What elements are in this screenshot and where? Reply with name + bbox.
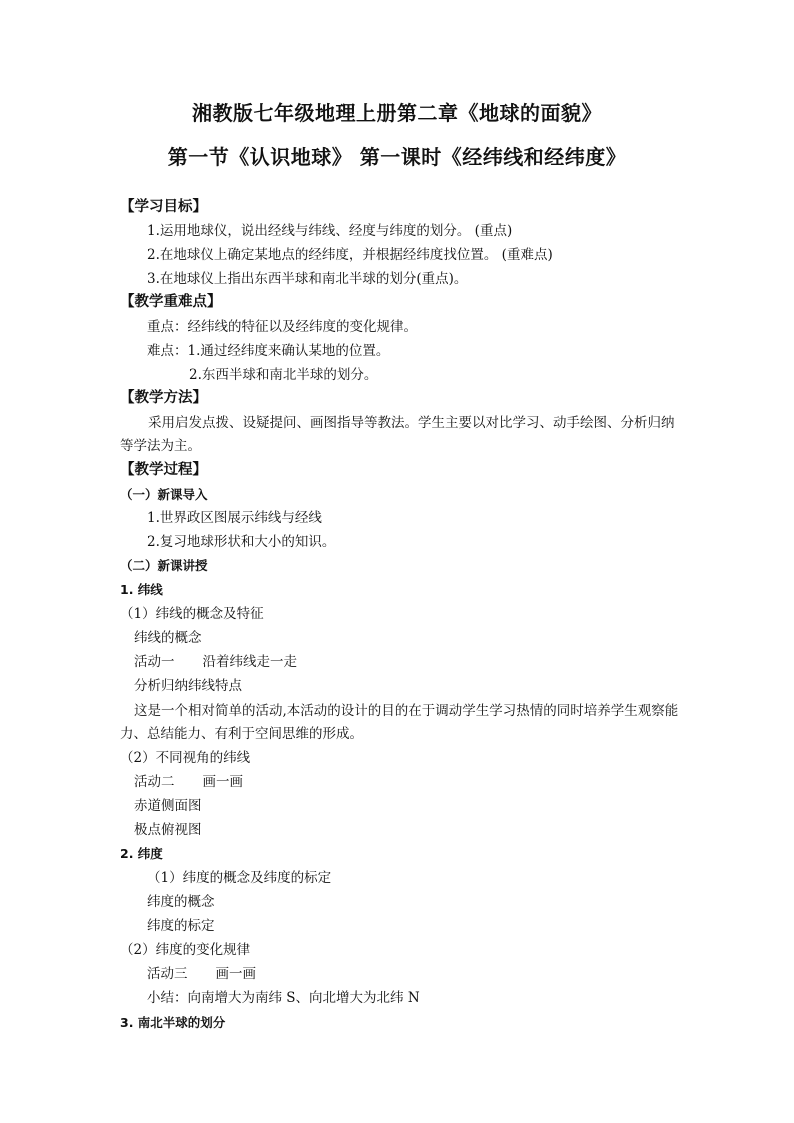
activity3-label: 活动三 xyxy=(147,966,188,982)
section1-side-view: 赤道侧面图 xyxy=(134,798,202,814)
key-points-heading: 【教学重难点】 xyxy=(120,294,222,310)
activity3-text: 画一画 xyxy=(215,966,256,982)
section2-heading: 2. 纬度 xyxy=(120,846,163,861)
activity1-line xyxy=(134,653,297,671)
difficulty-text-1: 难点：1.通过经纬度来确认某地的位置。 xyxy=(147,343,390,359)
section2-sub1: （1）纬度的概念及纬度的标定 xyxy=(147,870,332,886)
document-subtitle: 第一节《认识地球》 第一课时《经纬线和经纬度》 xyxy=(167,145,627,169)
part2-heading: （二）新课讲授 xyxy=(120,558,208,573)
section1-concept: 纬线的概念 xyxy=(134,630,202,646)
activity3-line xyxy=(147,965,256,983)
section1-top-view: 极点俯视图 xyxy=(134,822,202,838)
goal-item-3: 3.在地球仪上指出东西半球和南北半球的划分(重点)。 xyxy=(147,271,468,287)
section1-heading: 1. 纬线 xyxy=(120,582,163,597)
focus-text: 重点：经纬线的特征以及经纬度的变化规律。 xyxy=(147,319,417,335)
methods-text: 采用启发点拨、设疑提问、画图指导等教法。学生主要以对比学习、动手绘图、分析归纳等学法为主。 xyxy=(120,415,675,454)
section2-mark: 纬度的标定 xyxy=(147,918,215,934)
section1-sub1: （1）纬线的概念及特征 xyxy=(120,606,264,622)
section1-paragraph: 这是一个相对简单的活动,本活动的设计的目的在于调动学生学习热情的同时培养学生观察能力、总结能力、有利于空间思维的形成。 xyxy=(120,703,679,742)
methods-heading: 【教学方法】 xyxy=(120,390,207,406)
document-title: 湘教版七年级地理上册第二章《地球的面貌》 xyxy=(192,101,602,125)
activity2-label: 活动二 xyxy=(134,774,175,790)
section1-analyze: 分析归纳纬线特点 xyxy=(134,678,242,694)
difficulty-text-2: 2.东西半球和南北半球的划分。 xyxy=(189,367,378,383)
part1-item-1: 1.世界政区图展示纬线与经线 xyxy=(147,510,322,526)
section2-summary: 小结：向南增大为南纬 S、向北增大为北纬 N xyxy=(147,990,420,1006)
section2-sub2: （2）纬度的变化规律 xyxy=(120,942,251,958)
process-heading: 【教学过程】 xyxy=(120,462,207,478)
activity1-text: 沿着纬线走一走 xyxy=(202,654,297,670)
section2-concept: 纬度的概念 xyxy=(147,894,215,910)
activity2-line xyxy=(134,773,243,791)
goals-heading: 【学习目标】 xyxy=(120,199,207,215)
activity2-text: 画一画 xyxy=(202,774,243,790)
activity1-label: 活动一 xyxy=(134,654,175,670)
part1-item-2: 2.复习地球形状和大小的知识。 xyxy=(147,534,336,550)
section1-sub2: （2）不同视角的纬线 xyxy=(120,750,251,766)
goal-item-1: 1.运用地球仪，说出经线与纬线、经度与纬度的划分。 (重点) xyxy=(147,223,513,239)
goal-item-2: 2.在地球仪上确定某地点的经纬度，并根据经纬度找位置。 (重难点) xyxy=(147,247,553,263)
part1-heading: （一）新课导入 xyxy=(120,487,208,502)
section3-heading: 3. 南北半球的划分 xyxy=(120,1015,226,1030)
